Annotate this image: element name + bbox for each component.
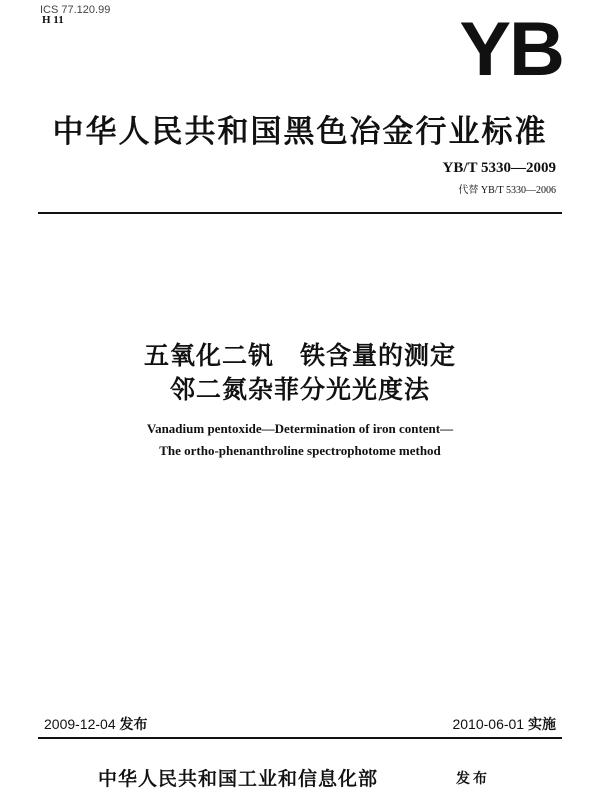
- ics-code: ICS 77.120.99: [40, 4, 111, 16]
- title-cn-line-1: 五氧化二钒 铁含量的测定: [143, 341, 456, 370]
- industry-standard-heading: 中华人民共和国黑色冶金行业标准: [52, 114, 548, 150]
- title-en-line-2: The ortho-phenanthroline spectrophotome method: [159, 443, 441, 458]
- implementation-date: [452, 714, 556, 734]
- issue-date-value: 2009-12-04: [44, 716, 116, 732]
- title-cn-line-2: 邻二氮杂菲分光光度法: [169, 375, 430, 404]
- title-en-line-1: Vanadium pentoxide—Determination of iron content—: [146, 421, 454, 436]
- implement-label: 实施: [528, 716, 556, 732]
- issuing-authority: 中华人民共和国工业和信息化部: [98, 768, 379, 790]
- issue-date: [44, 714, 148, 734]
- replaces-standard: 代替 YB/T 5330—2006: [458, 185, 556, 196]
- classification-code: H 11: [42, 14, 64, 26]
- implement-date-value: 2010-06-01: [452, 716, 525, 732]
- issue-label: 发布: [119, 716, 148, 732]
- issued-label: 发布: [456, 771, 490, 787]
- standard-number: YB/T 5330—2009: [442, 160, 556, 176]
- yb-logo: YB: [459, 7, 563, 92]
- top-divider: [38, 212, 562, 214]
- bottom-divider: [38, 737, 562, 739]
